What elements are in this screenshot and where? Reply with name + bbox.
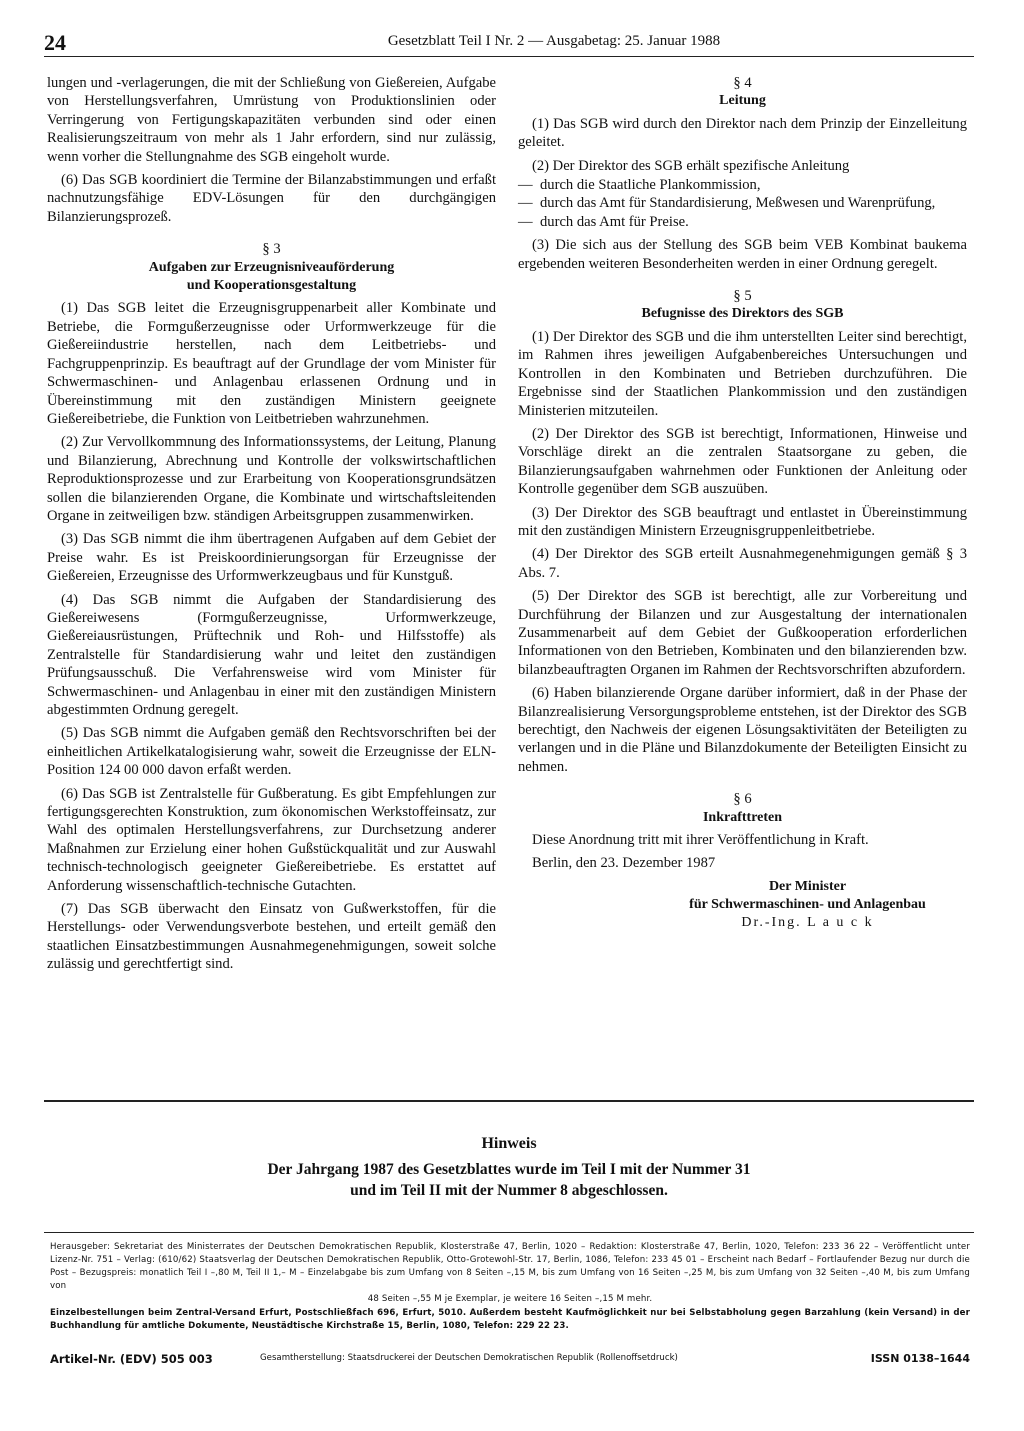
section-3-paragraph-4: (4) Das SGB nimmt die Aufgaben der Standardisierung des Gießereiwesens (Formgußerzeugnisse, Urformwerkzeuge, Gießereiausrüstungen, Prüftechnik und Roh- und Hilfsstoffe) als Zentralstelle für Standardisierung wahr und leitet den zuständigen Prüfungsausschuß. Die Verfahrensweise wird vom Minister für Schwermaschinen- und Anlagenbau in einer mit den zuständigen Ministern abgestimmten Ordnung geregelt.: [47, 591, 496, 718]
section-5-title: Befugnisse des Direktors des SGB: [641, 306, 844, 322]
section-4-paragraph-2: (2) Der Direktor des SGB erhält spezifische Anleitung: [532, 157, 850, 174]
section-5-paragraph-3: (3) Der Direktor des SGB beauftragt und entlastet in Übereinstimmung mit den zuständigen Ministern Erzeugnisgruppenleitbetriebe.: [518, 504, 967, 539]
section-4-number: § 4: [733, 75, 752, 91]
list-item: — durch das Amt für Preise.: [518, 213, 967, 231]
section-3-number: § 3: [262, 241, 281, 258]
place-and-date: Berlin, den 23. Dezember 1987: [532, 855, 716, 872]
section-4-title: Leitung: [719, 93, 766, 109]
imprint-text-end: 48 Seiten –,55 M je Exemplar, je weitere 16 Seiten –,15 M mehr.: [367, 1294, 653, 1304]
section-3-title-line2: und Kooperationsgestaltung: [186, 278, 357, 294]
issn: ISSN 0138–1644: [870, 1352, 970, 1365]
section-4-heading: [518, 74, 967, 111]
left-column: [47, 74, 496, 979]
page-header: [44, 30, 974, 54]
signature-block: [648, 878, 967, 932]
header-rule: [44, 56, 974, 57]
list-item: — durch das Amt für Standardisierung, Meßwesen und Warenprüfung,: [518, 194, 967, 212]
notice-box: [44, 1135, 974, 1201]
imprint-text: Herausgeber: Sekretariat des Ministerrates der Deutschen Demokratischen Republik, Klosterstraße 47, Berlin, 1020 – Redaktion: Klosterstraße 47, Berlin, 1020, Telefon: 233 36 22 – Veröffentlicht unter Lizenz-Nr. 751 – Verlag: (610/62) Staatsverlag der Deutschen Demokratischen Republik, Otto-Grotewohl-Str. 17, Berlin, 1086, Telefon: 233 45 01 – Erscheint nach Bedarf – Fortlaufender Bezug nur durch die Post – Bezugspreis: monatlich Teil I –,80 M, Teil II 1,– M – Einzelabgabe bis zum Umfang von 8 Seiten –,15 M, bis zum Umfang von 16 Seiten –,25 M, bis zum Umfang von 32 Seiten –,40 M, bis zum Umfang von: [50, 1242, 970, 1291]
right-column: [518, 74, 967, 932]
section-4-paragraph-3: (3) Die sich aus der Stellung des SGB beim VEB Kombinat baukema ergebenden weiteren Besonderheiten werden in einer Ordnung geregelt.: [518, 237, 967, 272]
section-5-paragraph-5: (5) Der Direktor des SGB ist berechtigt, alle zur Vorbereitung und Durchführung der Bilanzen und zur Ausgestaltung der internationalen Zusammenarbeit auf dem Gebiet der Gußkooperation erforderlichen Informationen von den Betrieben, Kombinaten und den bilanzierenden bzw. bilanzbeauftragten Organen im Rahmen der Rechtsvorschriften abzufordern.: [518, 588, 967, 678]
section-5-paragraph-6: (6) Haben bilanzierende Organe darüber informiert, daß in der Phase der Bilanzrealisierung Versorgungsprobleme entstehen, ist der Direktor des SGB berechtigt, den Nachweis der eigenen Lösungsaktivitäten der Beteiligten zu verlangen und in die Pläne und Bilanzdokumente der Beteiligten Einsicht zu nehmen.: [518, 685, 967, 775]
section-5-heading: [518, 287, 967, 324]
running-title: Gesetzblatt Teil I Nr. 2 — Ausgabetag: 25. Januar 1988: [387, 33, 721, 49]
imprint: [50, 1241, 970, 1333]
footer-line: [50, 1352, 970, 1368]
notice-line-1: Der Jahrgang 1987 des Gesetzblattes wurde im Teil I mit der Nummer 31: [267, 1161, 751, 1178]
section-3-heading: [47, 240, 496, 295]
section-3-paragraph-5: (5) Das SGB nimmt die Aufgaben gemäß den Rechtsvorschriften bei der einheitlichen Artikelkatalogisierung wahr, soweit die Erzeugnisse der ELN-Position 124 00 000 davon erfaßt werden.: [47, 725, 496, 779]
section-6-number: § 6: [733, 791, 752, 808]
printer-info: Gesamtherstellung: Staatsdruckerei der Deutschen Demokratischen Republik (Rollenoffsetdruck): [260, 1353, 678, 1363]
paragraph-2-6: (6) Das SGB koordiniert die Termine der Bilanzabstimmungen und erfaßt nachnutzungsfähige EDV-Lösungen für den durchgängigen Bilanzierungsprozeß.: [47, 172, 496, 225]
section-6-heading: [518, 790, 967, 827]
section-5-paragraph-1: (1) Der Direktor des SGB und die ihm unterstellten Leiter sind berechtigt, im Rahmen ihres jeweiligen Aufgabenbereiches Untersuchungen und Kontrollen in den Kombinaten und Betrieben durchzuführen. Die Ergebnisse sind der Staatlichen Plankommission und den zuständigen Ministerien mitzuteilen.: [518, 328, 967, 419]
section-divider: [44, 1100, 974, 1102]
section-6-paragraph-1: Diese Anordnung tritt mit ihrer Veröffentlichung in Kraft.: [532, 832, 869, 849]
guidance-list: [518, 176, 967, 231]
notice-line-2: und im Teil II mit der Nummer 8 abgeschlossen.: [350, 1182, 668, 1199]
list-item: — durch die Staatliche Plankommission,: [518, 176, 967, 194]
continued-paragraph: lungen und -verlagerungen, die mit der Schließung von Gießereien, Aufgabe von Herstellungsverfahren, Umrüstung von Produktionslinien oder Verringerung von Fertigungskapazitäten verbunden sind oder einen Realisierungszeitraum von mehr als 1 Jahr erfordern, sind nur zulässig, wenn vorher die Stellungnahme des SGB eingeholt wurde.: [47, 75, 496, 165]
section-3-paragraph-7: (7) Das SGB überwacht den Einsatz von Gußwerkstoffen, für die Herstellungs- oder Verwendungsverbote bestehen, und erteilt gemäß den staatlichen Einsatzbestimmungen Ausnahmegenehmigungen, soweit solche zulässig und gerechtfertigt sind.: [47, 901, 496, 973]
signature-line-2: für Schwermaschinen- und Anlagenbau: [689, 896, 926, 912]
section-3-paragraph-3: (3) Das SGB nimmt die ihm übertragenen Aufgaben auf dem Gebiet der Preise wahr. Es ist Preiskoordinierungsorgan für Erzeugnisse der Gießereien, Erzeugnisse des Urformwerkzeugbaus und für Kunstguß.: [47, 531, 496, 585]
article-number: Artikel-Nr. (EDV) 505 003: [50, 1352, 213, 1366]
notice-title: Hinweis: [481, 1135, 537, 1152]
section-3-paragraph-6: (6) Das SGB ist Zentralstelle für Gußberatung. Es gibt Empfehlungen zur fertigungsgerechten Konstruktion, zum ökonomischen Werkstoffeinsatz, zur Wahl des optimalen Herstellungsverfahrens, zur Durchsetzung anderer Maßnahmen zur Erzielung einer hohen Gußstückqualität und zur Auswahl technisch-technologisch geeigneter Gießereibetriebe. Es erstattet auf Anforderung wissenschaftlich-technische Gutachten.: [47, 785, 496, 894]
section-4-paragraph-1: (1) Das SGB wird durch den Direktor nach dem Prinzip der Einzelleitung geleitet.: [518, 115, 967, 151]
section-6-title: Inkrafttreten: [702, 809, 783, 825]
section-5-paragraph-4: (4) Der Direktor des SGB erteilt Ausnahmegenehmigungen gemäß § 3 Abs. 7.: [518, 546, 967, 581]
section-3-paragraph-2: (2) Zur Vervollkommnung des Informationssystems, der Leitung, Planung und Bilanzierung, Abrechnung und Kontrolle der volkswirtschaftlichen Reproduktionsprozesse und zur Erarbeitung von Kooperationsgrundsätzen sollen die bilanzierenden Organe, die Kombinate und wirtschaftsleitenden Organe in zeitweiligen bzw. ständigen Arbeitsgruppen zusammenwirken.: [47, 434, 496, 524]
order-info: Einzelbestellungen beim Zentral-Versand Erfurt, Postschließfach 696, Erfurt, 5010. Außerdem besteht Kaufmöglichkeit nur bei Selbstabholung gegen Barzahlung (kein Versand) in der Buchhandlung für amtliche Dokumente, Neustädtische Kirchstraße 15, Berlin, 1080, Telefon: 229 22 23.: [50, 1308, 970, 1331]
page-number: 24: [44, 30, 66, 55]
footer-rule: [44, 1232, 974, 1233]
section-5-number: § 5: [733, 288, 752, 305]
section-3-paragraph-1: (1) Das SGB leitet die Erzeugnisgruppenarbeit aller Kombinate und Betriebe, die Formgußerzeugnisse oder Urformwerkzeuge für die Gießereiindustrie herstellen, nach dem Leitbetriebs- und Fachgruppenprinzip. Es beauftragt auf der Grundlage der vom Minister für Schwermaschinen- und Anlagenbau erlassenen Ordnung und in Übereinstimmung mit den zuständigen Ministern geeignete Gießereibetriebe, die Funktion von Leitbetrieben wahrzunehmen.: [47, 300, 496, 427]
section-5-paragraph-2: (2) Der Direktor des SGB ist berechtigt, Informationen, Hinweise und Vorschläge direkt an die zentralen Staatsorgane zu geben, die Bilanzierungsaufgaben wahrnehmen oder Funktionen der Anleitung oder Kontrolle gegenüber dem SGB auszuüben.: [518, 425, 967, 498]
section-3-title-line1: Aufgaben zur Erzeugnisniveauförderung: [148, 259, 395, 275]
signatory-name: Dr.-Ing. L a u c k: [741, 914, 874, 930]
signature-line-1: Der Minister: [768, 878, 847, 894]
